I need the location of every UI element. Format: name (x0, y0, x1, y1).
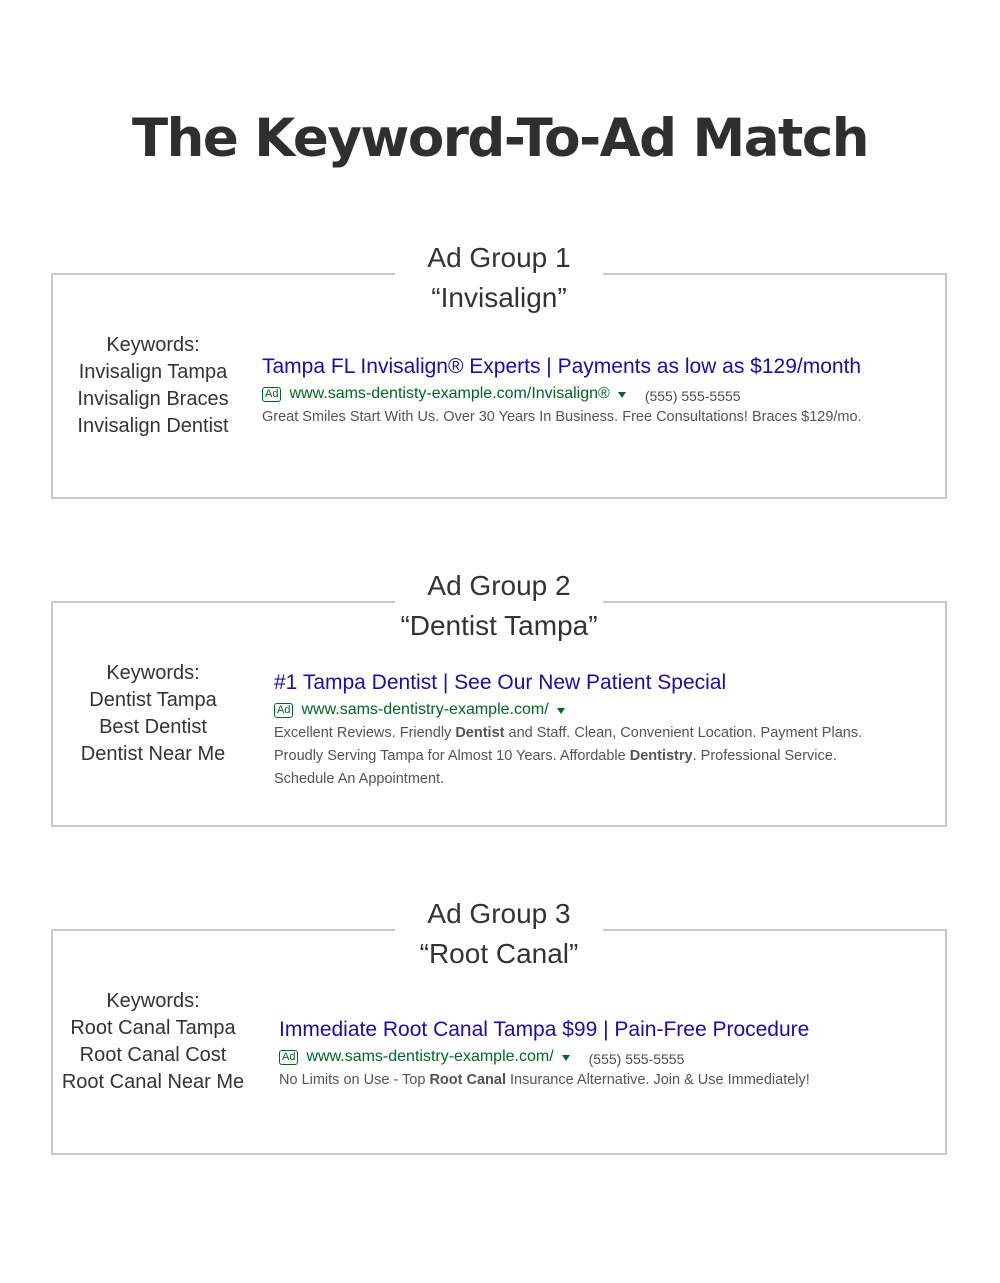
keyword: Dentist Tampa (89, 689, 217, 711)
ad-group-name: Ad Group 3 (427, 898, 571, 929)
ad-display-url[interactable]: www.sams-dentistry-example.com/ (306, 1048, 554, 1065)
ad-badge: Ad (262, 387, 281, 402)
keyword: Invisalign Dentist (77, 415, 229, 437)
keyword: Best Dentist (99, 716, 207, 738)
keywords-label: Keywords: (106, 334, 200, 356)
search-ad (279, 1017, 810, 1092)
ad-group-theme: “Root Canal” (419, 938, 579, 969)
dropdown-caret-icon[interactable] (557, 708, 565, 714)
ad-description-text: . Professional Service. (692, 748, 837, 764)
ad-description-text: Great Smiles Start With Us. Over 30 Years In Business. Free Consultations! Braces $129/mo. (262, 409, 862, 425)
ad-phone-number[interactable]: (555) 555-5555 (588, 1050, 685, 1067)
ad-badge: Ad (279, 1050, 298, 1065)
keywords-label: Keywords: (106, 990, 200, 1012)
ad-group-theme: “Dentist Tampa” (400, 610, 598, 641)
keyword: Invisalign Braces (77, 388, 229, 410)
ad-description-text: Schedule An Appointment. (274, 771, 445, 787)
ad-description-line (274, 745, 862, 768)
ad-description-text: and Staff. Clean, Convenient Location. Payment Plans. (504, 725, 863, 741)
ad-description-line (274, 768, 862, 791)
dropdown-caret-icon[interactable] (618, 392, 626, 398)
ad-url-row (262, 383, 862, 405)
keyword: Invisalign Tampa (78, 361, 228, 383)
ad-description-line (262, 406, 862, 429)
search-ad (262, 354, 862, 429)
ad-description-keyword: Dentistry (629, 748, 693, 764)
ad-description-keyword: Dentist (455, 725, 505, 741)
ad-group-theme: “Invisalign” (431, 282, 567, 313)
search-ad (274, 670, 862, 791)
ad-description-keyword: Root Canal (429, 1072, 506, 1088)
ad-description-text: Insurance Alternative. Join & Use Immediately! (505, 1072, 810, 1088)
ad-group-name: Ad Group 1 (427, 242, 571, 273)
page-title: The Keyword-To-Ad Match (132, 108, 868, 169)
ad-badge: Ad (274, 703, 293, 718)
ad-description-line (274, 722, 862, 745)
keyword-list (51, 988, 255, 1096)
ad-description (274, 722, 862, 791)
ad-display-url[interactable]: www.sams-dentistry-example.com/ (301, 701, 549, 718)
ad-group-1 (51, 242, 947, 499)
ad-description-text: No Limits on Use - Top (279, 1072, 430, 1088)
ad-url-row (274, 699, 862, 721)
ad-display-url[interactable]: www.sams-dentisty-example.com/Invisalign® (289, 385, 610, 402)
ad-description-text: Proudly Serving Tampa for Almost 10 Years. Affordable (274, 748, 630, 764)
ad-description-line (279, 1069, 810, 1092)
ad-url-row (279, 1046, 810, 1068)
keywords-label: Keywords: (106, 662, 200, 684)
keyword: Root Canal Cost (79, 1044, 227, 1066)
keyword: Root Canal Tampa (70, 1017, 236, 1039)
ad-description (279, 1069, 810, 1092)
keyword-list (51, 660, 255, 768)
keyword-list (51, 332, 255, 440)
ad-group-2 (51, 570, 947, 827)
ad-headline-link[interactable]: Tampa FL Invisalign® Experts | Payments as low as $129/month (262, 355, 862, 378)
ad-headline-link[interactable]: #1 Tampa Dentist | See Our New Patient Special (274, 671, 727, 694)
keyword: Root Canal Near Me (61, 1071, 245, 1093)
keyword: Dentist Near Me (80, 743, 226, 765)
ad-group-name: Ad Group 2 (427, 570, 571, 601)
ad-description (262, 406, 862, 429)
dropdown-caret-icon[interactable] (562, 1055, 570, 1061)
ad-description-text: Excellent Reviews. Friendly (274, 725, 456, 741)
ad-headline-link[interactable]: Immediate Root Canal Tampa $99 | Pain-Free Procedure (279, 1018, 810, 1041)
ad-group-3 (51, 898, 947, 1155)
ad-phone-number[interactable]: (555) 555-5555 (644, 387, 741, 404)
